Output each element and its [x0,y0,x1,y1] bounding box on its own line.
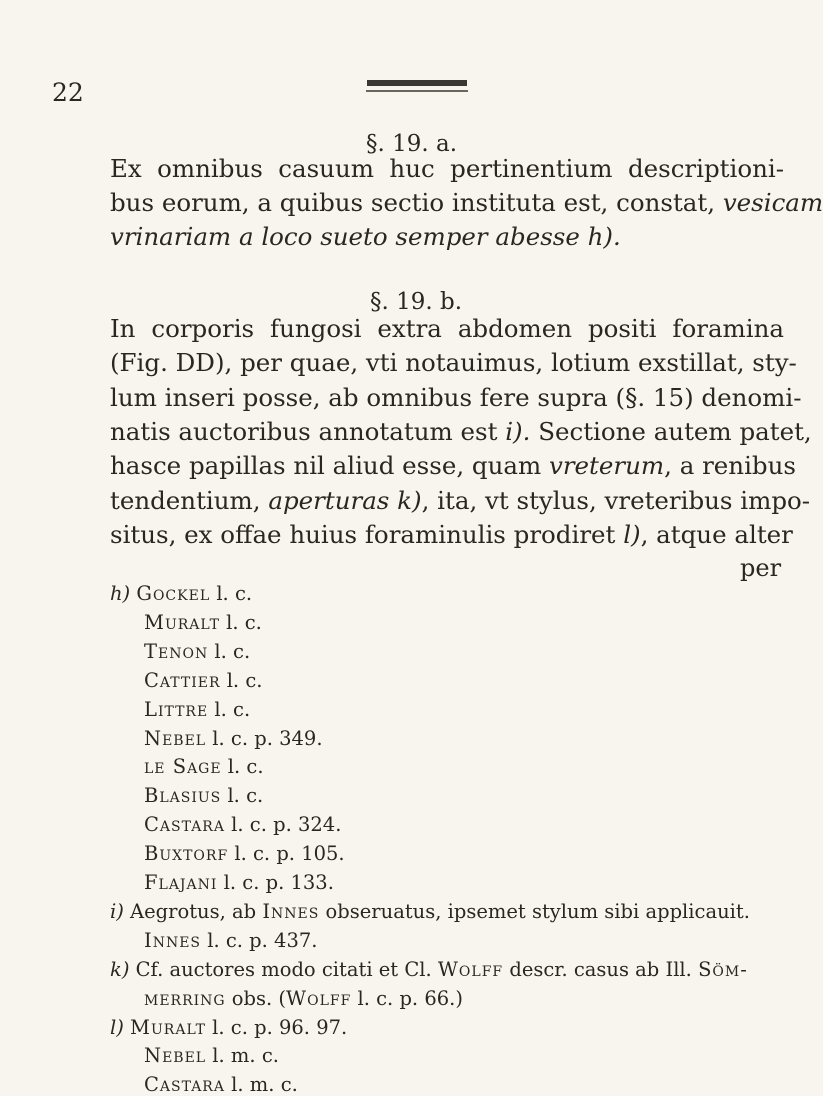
author-name: Innes [144,929,202,952]
author-name: Muralt [144,611,220,634]
body-line: bus eorum, a quibus sectio instituta est, constat, vesicam [110,188,823,217]
italic-text: l) [623,520,641,549]
author-name: Wolff [437,958,504,981]
footnote-line: h) Gockel l. c. [110,582,253,605]
author-name: Söm- [698,958,748,981]
italic-text: aperturas k) [268,486,422,515]
author-name: Innes [262,900,320,923]
author-name: Muralt [130,1016,206,1039]
body-line: tendentium, aperturas k), ita, vt stylus, vreteribus impo- [110,486,811,515]
footnote-label: l) [110,1016,131,1039]
footnote-line: merring obs. (Wolff l. c. p. 66.) [144,987,463,1010]
page-number: 22 [52,78,84,107]
author-name: le Sage [144,755,222,778]
author-name: Littre [144,698,209,721]
footnote-line: Nebel l. c. p. 349. [144,727,323,750]
author-name: Castara [144,1073,225,1096]
author-name: Gockel [136,582,211,605]
body-line: In corporis fungosi extra abdomen positi foramina [110,314,784,343]
footnote-line: Blasius l. c. [144,784,264,807]
body-line: Ex omnibus casuum huc pertinentium descriptioni- [110,154,784,183]
author-name: Buxtorf [144,842,229,865]
body-line: situs, ex offae huius foraminulis prodiret l), atque alter [110,520,793,549]
footnote-label: i) [110,900,131,923]
footnote-line: Flajani l. c. p. 133. [144,871,334,894]
author-name: Wolff [286,987,352,1010]
footnote-line: Castara l. c. p. 324. [144,813,342,836]
footnote-line: Castara l. m. c. [144,1073,298,1096]
catchword: per [740,554,782,582]
footnote-label: h) [110,582,137,605]
author-name: Nebel [144,727,207,750]
footnote-line: Buxtorf l. c. p. 105. [144,842,345,865]
footnote-line: Innes l. c. p. 437. [144,929,318,952]
author-name: Blasius [144,784,222,807]
author-name: Flajani [144,871,218,894]
footnote-line: Littre l. c. [144,698,251,721]
author-name: Cattier [144,669,221,692]
footnote-line: Cattier l. c. [144,669,263,692]
italic-text: vreterum [549,451,665,480]
body-line: (Fig. DD), per quae, vti notauimus, lotium exstillat, sty- [110,348,797,377]
footnote-line: Tenon l. c. [144,640,251,663]
footnote-line: i) Aegrotus, ab Innes obseruatus, ipsemet stylum sibi applicauit. [110,900,750,923]
section-heading-19a: §. 19. a. [366,131,458,157]
footnote-line: l) Muralt l. c. p. 96. 97. [110,1016,348,1039]
body-line: lum inseri posse, ab omnibus fere supra (§. 15) denomi- [110,383,802,412]
footnote-line: Nebel l. m. c. [144,1044,279,1067]
header-ornament-rule [367,80,467,86]
footnote-label: k) [110,958,136,981]
body-line: hasce papillas nil aliud esse, quam vreterum, a renibus [110,451,796,480]
author-name: Tenon [144,640,209,663]
header-ornament-rule-thin [366,90,468,92]
author-name: merring [144,987,226,1010]
italic-text: i). [505,417,531,446]
italic-text: vrinariam a loco sueto semper abesse h). [110,222,621,251]
section-heading-19b: §. 19. b. [370,289,463,315]
author-name: Nebel [144,1044,207,1067]
body-line [110,222,784,251]
italic-text: vesicam [722,188,823,217]
footnote-line: le Sage l. c. [144,755,264,778]
author-name: Castara [144,813,225,836]
footnote-line: k) Cf. auctores modo citati et Cl. Wolff descr. casus ab Ill. Söm- [110,958,748,981]
body-line: natis auctoribus annotatum est i). Sectione autem patet, [110,417,812,446]
footnote-line: Muralt l. c. [144,611,262,634]
